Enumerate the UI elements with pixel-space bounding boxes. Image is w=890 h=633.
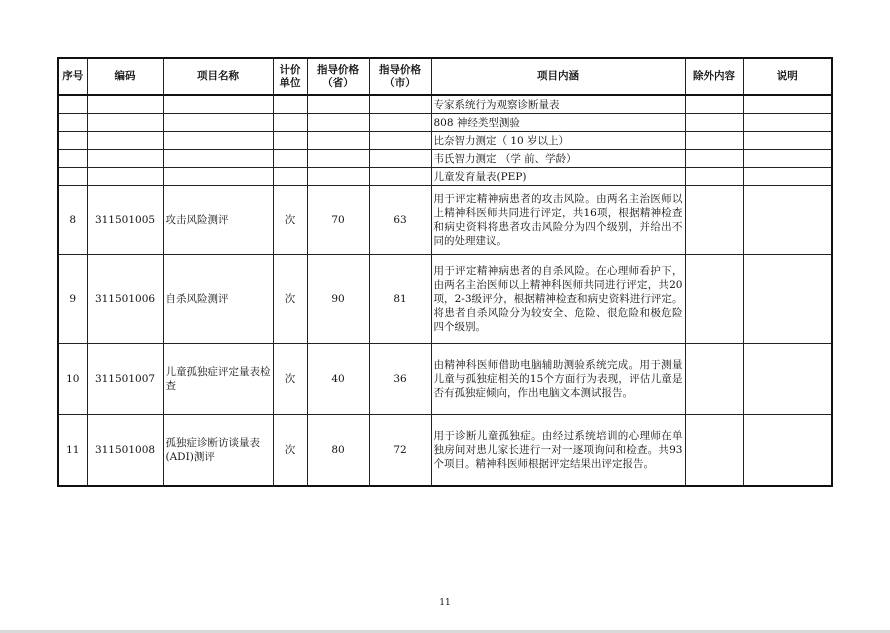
header-price-province-line2: （省） <box>322 76 354 89</box>
cell-note <box>743 186 832 255</box>
header-note: 说明 <box>743 58 832 95</box>
cell-unit: 次 <box>273 255 307 344</box>
cell-name <box>163 132 273 150</box>
header-price-province <box>307 58 369 95</box>
header-price-province-line1: 指导价格 <box>317 63 359 76</box>
price-table <box>57 57 833 487</box>
cell-seq: 11 <box>58 415 87 486</box>
cell-name <box>163 114 273 132</box>
cell-seq: 9 <box>58 255 87 344</box>
cell-note <box>743 344 832 415</box>
cell-name <box>163 95 273 114</box>
cell-content: 用于评定精神病患者的自杀风险。在心理师看护下，由两名主治医师以上精神科医师共同进行评定，共20项，2-3级评分，根据精神检查和病史资料进行评定。将患者自杀风险分为较安全、危险、很危险和极危险四个级别。 <box>431 255 685 344</box>
cell-code <box>87 132 163 150</box>
cell-price-city <box>369 95 431 114</box>
cell-price-province <box>307 168 369 186</box>
cell-note <box>743 150 832 168</box>
cell-unit <box>273 132 307 150</box>
header-price-city-line2: （市） <box>384 76 416 89</box>
cell-name: 攻击风险测评 <box>163 186 273 255</box>
continuation-row <box>58 114 832 132</box>
cell-exclusion <box>685 186 743 255</box>
cell-unit <box>273 150 307 168</box>
cell-price-city <box>369 150 431 168</box>
cell-price-city <box>369 168 431 186</box>
cell-price-city: 63 <box>369 186 431 255</box>
table-row <box>58 344 832 415</box>
cell-price-province <box>307 132 369 150</box>
header-name: 项目名称 <box>163 58 273 95</box>
cell-name: 自杀风险测评 <box>163 255 273 344</box>
continuation-row <box>58 168 832 186</box>
cell-code: 311501007 <box>87 344 163 415</box>
header-price-city-line1: 指导价格 <box>379 63 421 76</box>
header-unit <box>273 58 307 95</box>
cell-content: 由精神科医师借助电脑辅助测验系统完成。用于测量儿童与孤独症相关的15个方面行为表现，评估儿童是否有孤独症倾向，作出电脑文本测试报告。 <box>431 344 685 415</box>
cell-exclusion <box>685 114 743 132</box>
cell-content: 用于诊断儿童孤独症。由经过系统培训的心理师在单独房间对患儿家长进行一对一逐项询问和检查。共93个项目。精神科医师根据评定结果出评定报告。 <box>431 415 685 486</box>
cell-price-city: 36 <box>369 344 431 415</box>
cell-code: 311501006 <box>87 255 163 344</box>
cell-exclusion <box>685 95 743 114</box>
cell-unit: 次 <box>273 415 307 486</box>
cell-price-city <box>369 132 431 150</box>
cell-exclusion <box>685 168 743 186</box>
cell-unit <box>273 114 307 132</box>
cell-exclusion <box>685 255 743 344</box>
cell-price-province: 80 <box>307 415 369 486</box>
table-row <box>58 415 832 486</box>
cell-seq <box>58 132 87 150</box>
cell-code: 311501008 <box>87 415 163 486</box>
header-unit-line1: 计价 <box>279 63 301 76</box>
table-row <box>58 255 832 344</box>
cell-price-province <box>307 114 369 132</box>
cell-name <box>163 150 273 168</box>
cell-price-city: 81 <box>369 255 431 344</box>
cell-name <box>163 168 273 186</box>
cell-content: 808 神经类型测验 <box>431 114 685 132</box>
cell-content: 比奈智力测定（ 10 岁以上） <box>431 132 685 150</box>
cell-price-province: 40 <box>307 344 369 415</box>
cell-price-province <box>307 95 369 114</box>
page-number: 11 <box>439 598 451 608</box>
cell-note <box>743 114 832 132</box>
cell-code: 311501005 <box>87 186 163 255</box>
cell-seq: 10 <box>58 344 87 415</box>
cell-code <box>87 150 163 168</box>
cell-seq: 8 <box>58 186 87 255</box>
cell-note <box>743 132 832 150</box>
cell-seq <box>58 168 87 186</box>
cell-content: 专家系统行为观察诊断量表 <box>431 95 685 114</box>
header-row <box>58 58 832 95</box>
header-unit-line2: 单位 <box>279 76 301 89</box>
cell-exclusion <box>685 132 743 150</box>
cell-name: 孤独症诊断访谈量表(ADI)测评 <box>163 415 273 486</box>
cell-unit <box>273 168 307 186</box>
cell-content: 儿童发育量表(PEP) <box>431 168 685 186</box>
cell-price-city: 72 <box>369 415 431 486</box>
header-seq: 序号 <box>58 58 87 95</box>
cell-unit <box>273 95 307 114</box>
cell-price-city <box>369 114 431 132</box>
cell-content: 韦氏智力测定 （学 前、学龄） <box>431 150 685 168</box>
cell-note <box>743 95 832 114</box>
cell-code <box>87 114 163 132</box>
cell-exclusion <box>685 150 743 168</box>
cell-seq <box>58 114 87 132</box>
cell-note <box>743 168 832 186</box>
cell-price-province <box>307 150 369 168</box>
cell-price-province: 70 <box>307 186 369 255</box>
cell-price-province: 90 <box>307 255 369 344</box>
cell-note <box>743 255 832 344</box>
header-price-city <box>369 58 431 95</box>
cell-unit: 次 <box>273 344 307 415</box>
header-exclusion: 除外内容 <box>685 58 743 95</box>
cell-seq <box>58 95 87 114</box>
cell-name: 儿童孤独症评定量表检查 <box>163 344 273 415</box>
cell-code <box>87 168 163 186</box>
header-content: 项目内涵 <box>431 58 685 95</box>
cell-exclusion <box>685 415 743 486</box>
cell-code <box>87 95 163 114</box>
cell-seq <box>58 150 87 168</box>
continuation-row <box>58 150 832 168</box>
cell-note <box>743 415 832 486</box>
continuation-row <box>58 95 832 114</box>
cell-exclusion <box>685 344 743 415</box>
cell-content: 用于评定精神病患者的攻击风险。由两名主治医师以上精神科医师共同进行评定，共16项，根据精神检查和病史资料将患者攻击风险分为四个级别，并给出不同的处理建议。 <box>431 186 685 255</box>
header-code: 编码 <box>87 58 163 95</box>
table-row <box>58 186 832 255</box>
continuation-row <box>58 132 832 150</box>
cell-unit: 次 <box>273 186 307 255</box>
